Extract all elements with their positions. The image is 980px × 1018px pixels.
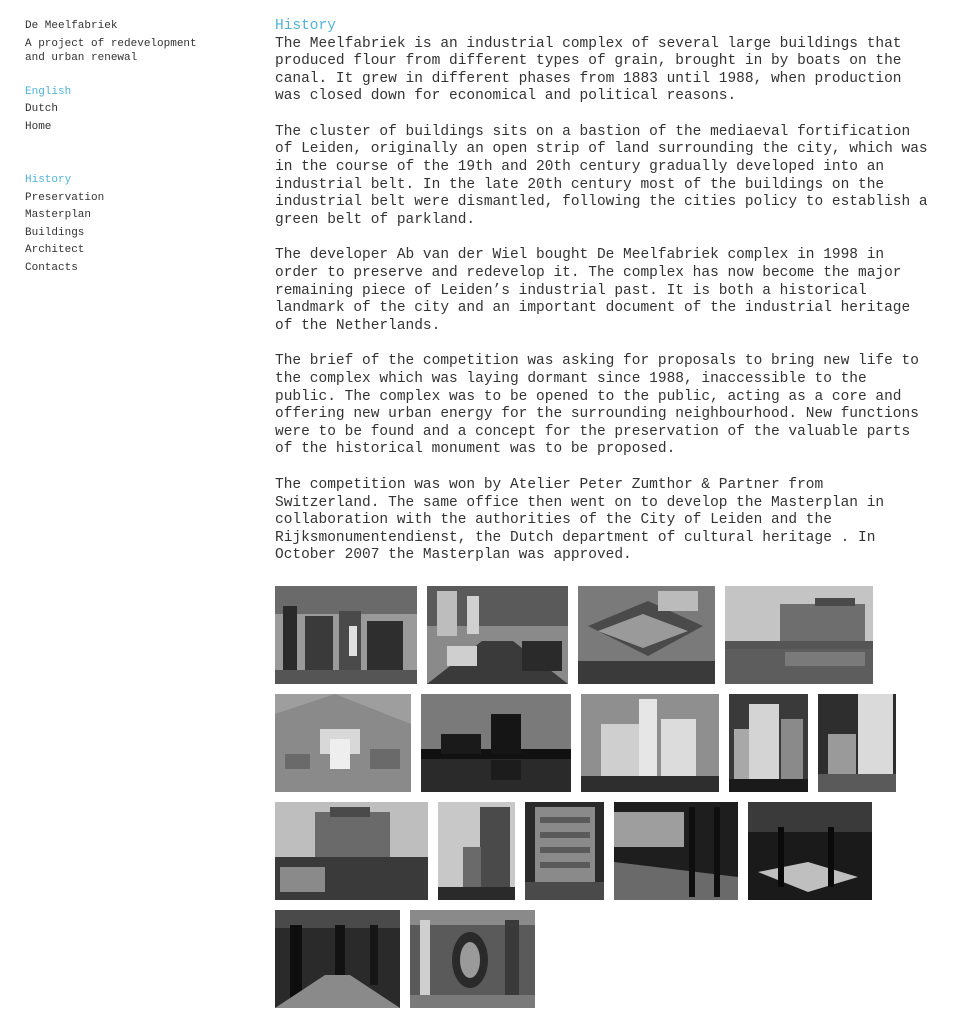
- main-content: [275, 18, 955, 565]
- nav-link-architect[interactable]: Architect: [25, 244, 85, 256]
- photo-thumb-facade-grid[interactable]: [525, 802, 604, 900]
- home-link[interactable]: Home: [25, 120, 52, 133]
- photo-thumb-aerial-complex[interactable]: [275, 694, 411, 792]
- site-title: De Meelfabriek: [25, 20, 118, 32]
- lang-link-english[interactable]: English: [25, 85, 72, 98]
- photo-thumb-interior-light[interactable]: [748, 802, 872, 900]
- photo-thumb-tower-dusk[interactable]: [438, 802, 515, 900]
- nav-link-masterplan[interactable]: Masterplan: [25, 209, 92, 221]
- photo-thumb-basement-columns[interactable]: [275, 910, 400, 1008]
- nav-link-contacts[interactable]: Contacts: [25, 261, 78, 274]
- photo-thumb-mill-workers[interactable]: [275, 586, 417, 684]
- photo-thumb-mill-bridge[interactable]: [275, 802, 428, 900]
- photo-thumb-machine-hall[interactable]: [427, 586, 568, 684]
- sidebar: [25, 18, 245, 277]
- history-paragraph: The developer Ab van der Wiel bought De Meelfabriek complex in 1998 in order to preserve and redevelop it. The complex has now become the major remaining piece of Leiden’s industrial past. It is both a historical landmark of the city and an important document of the industrial heritage of the Netherlands.: [275, 247, 911, 334]
- lang-link-dutch[interactable]: Dutch: [25, 103, 59, 115]
- photo-thumb-interior-columns[interactable]: [614, 802, 738, 900]
- photo-thumb-buildings-tall[interactable]: [729, 694, 808, 792]
- history-paragraph: The Meelfabriek is an industrial complex of several large buildings that produced flour from different types of grain, brought in by boats on the canal. It grew in different phases from 1883 until 1988, when production was closed down for economical and political reasons.: [275, 35, 902, 105]
- page-title: History: [275, 18, 336, 34]
- photo-thumb-aerial-old[interactable]: [578, 586, 715, 684]
- history-paragraph: The cluster of buildings sits on a bastion of the mediaeval fortification of Leiden, originally an open strip of land surrounding the city, which was in the course of the 19th and 20th century gradually developed into an industrial belt. In the late 20th century most of the buildings on the industrial belt were dismantled, following the cities policy to establish a green belt of parkland.: [275, 123, 928, 228]
- photo-thumb-night-silhouette[interactable]: [421, 694, 571, 792]
- photo-thumb-silo-towers[interactable]: [581, 694, 719, 792]
- nav-link-buildings[interactable]: Buildings: [25, 226, 85, 239]
- history-paragraph: The brief of the competition was asking for proposals to bring new life to the complex which was laying dormant since 1988, inaccessible to the public. The complex was to be opened to the public, acting as a core and offering new urban energy for the surrounding neighbourhood. New functions were to be found and a concept for the preservation of the valuable parts of the historical monument was to be proposed.: [275, 353, 919, 458]
- language-menu: [25, 84, 245, 137]
- nav-link-preservation[interactable]: Preservation: [25, 191, 105, 204]
- nav-link-history[interactable]: History: [25, 174, 72, 186]
- history-paragraph: The competition was won by Atelier Peter Zumthor & Partner from Switzerland. The same office then went on to develop the Masterplan in collaboration with the authorities of the City of Leiden and the Rijksmonumentendienst, the Dutch department of cultural heritage . In October 2007 the Masterplan was approved.: [275, 476, 885, 564]
- main-nav: [25, 172, 245, 277]
- site-subtitle: A project of redevelopment and urban renewal: [25, 37, 197, 64]
- photo-thumb-spiral-chute[interactable]: [410, 910, 535, 1008]
- photo-thumb-buildings-water[interactable]: [818, 694, 896, 792]
- photo-thumb-canal-view[interactable]: [725, 586, 873, 684]
